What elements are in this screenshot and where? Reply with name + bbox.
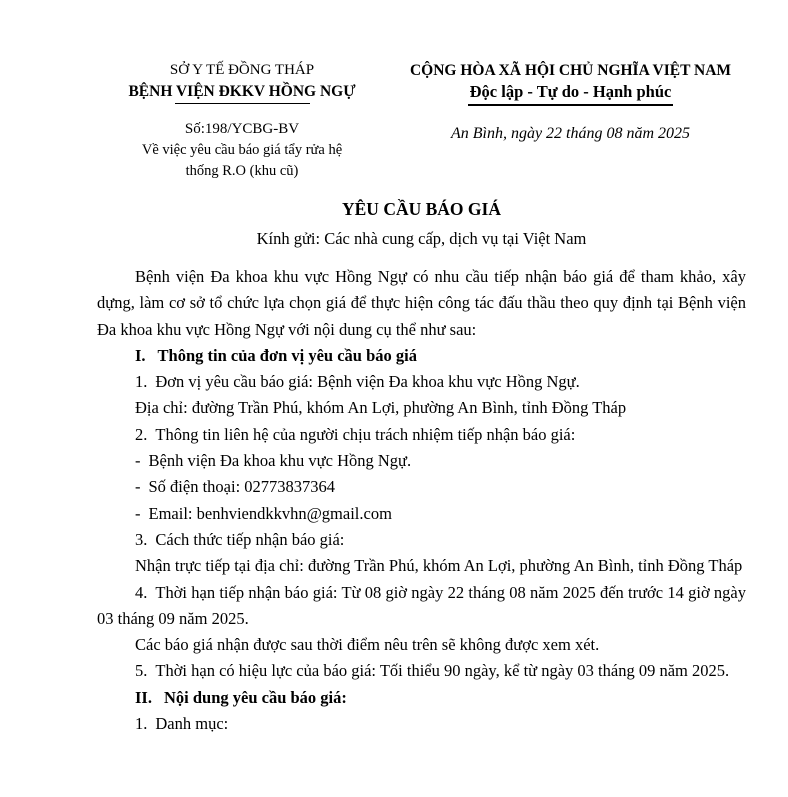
issuing-org-block	[97, 60, 387, 182]
section-heading-text: Nội dung yêu cầu báo giá:	[163, 687, 347, 707]
dash-bullet: -	[135, 503, 141, 523]
receive-address-paragraph: Nhận trực tiếp tại địa chỉ: đường Trần Phú, khóm An Lợi, phường An Bình, tỉnh Đồng Tháp	[135, 556, 743, 576]
item-text: Số điện thoại: 02773837364	[148, 477, 336, 497]
item-text: Cách thức tiếp nhận báo giá:	[155, 529, 345, 549]
section-heading-text: Thông tin của đơn vị yêu cầu báo giá	[157, 345, 417, 365]
late-quotes-note: Các báo giá nhận được sau thời điểm nêu trên sẽ không được xem xét.	[135, 635, 600, 655]
national-motto-wrap	[395, 81, 746, 106]
document-body	[97, 264, 746, 737]
place-and-date: An Bình, ngày 22 tháng 08 năm 2025	[450, 125, 691, 142]
doc-subject: Về việc yêu cầu báo giá tẩy rửa hệ thống R.O (khu cũ)	[141, 142, 343, 179]
list-item-unit	[97, 369, 746, 395]
document-header	[97, 60, 746, 182]
item-text: Email: benhviendkkvhn@gmail.com	[148, 503, 392, 523]
national-header-block	[387, 60, 746, 145]
address-line: Địa chỉ: đường Trần Phú, khóm An Lợi, phường An Bình, tỉnh Đồng Tháp	[135, 398, 627, 418]
national-title: CỘNG HÒA XÃ HỘI CHỦ NGHĨA VIỆT NAM	[409, 62, 732, 79]
intro-paragraph: Bệnh viện Đa khoa khu vực Hồng Ngự có nhu cầu tiếp nhận báo giá để tham khảo, xây dựng, làm cơ sở tổ chức lựa chọn giá để thực hiện công tác đấu thầu theo quy định tại Bệnh viện Đa khoa khu vực Hồng Ngự với nội dung cụ thể như sau:	[97, 267, 746, 339]
section-number: II.	[135, 687, 152, 707]
org-name-underline	[175, 103, 310, 104]
list-item-catalog	[97, 711, 746, 737]
section-number: I.	[135, 345, 146, 365]
org-parent-name: SỞ Y TẾ ĐỒNG THÁP	[169, 62, 315, 78]
org-name: BỆNH VIỆN ĐKKV HỒNG NGỰ	[128, 83, 356, 100]
item-text: Đơn vị yêu cầu báo giá: Bệnh viện Đa khoa khu vực Hồng Ngự.	[155, 372, 580, 392]
section-heading-1	[97, 343, 746, 369]
dash-item-hospital	[97, 448, 746, 474]
item-text: Thời hạn có hiệu lực của báo giá: Tối thiểu 90 ngày, kể từ ngày 03 tháng 09 năm 2025.	[155, 661, 730, 681]
item-number: 5.	[135, 661, 148, 681]
doc-number: Số:198/YCBG-BV	[184, 121, 300, 137]
item-text: Bệnh viện Đa khoa khu vực Hồng Ngự.	[148, 451, 412, 471]
dash-item-phone	[97, 474, 746, 500]
list-item-deadline	[97, 580, 746, 633]
list-item-method	[97, 527, 746, 553]
item-text: Danh mục:	[155, 714, 229, 734]
document-title: YÊU CẦU BÁO GIÁ	[342, 199, 501, 219]
salutation-line: Kính gửi: Các nhà cung cấp, dịch vụ tại Việt Nam	[256, 229, 587, 248]
item-text: Thông tin liên hệ của người chịu trách nhiệm tiếp nhận báo giá:	[155, 424, 576, 444]
dash-bullet: -	[135, 451, 141, 471]
list-item-contact	[97, 422, 746, 448]
item-number: 1.	[135, 714, 148, 734]
item-number: 3.	[135, 529, 148, 549]
national-motto: Độc lập - Tự do - Hạnh phúc	[468, 81, 674, 106]
item-number: 1.	[135, 372, 148, 392]
list-item-validity	[97, 658, 746, 684]
item-text: Thời hạn tiếp nhận báo giá: Từ 08 giờ ngày 22 tháng 08 năm 2025 đến trước 14 giờ ngày 03 tháng 09 năm 2025.	[97, 582, 746, 628]
section-heading-2	[97, 685, 746, 711]
item-number: 4.	[135, 582, 148, 602]
dash-item-email	[97, 501, 746, 527]
item-number: 2.	[135, 424, 148, 444]
dash-bullet: -	[135, 477, 141, 497]
